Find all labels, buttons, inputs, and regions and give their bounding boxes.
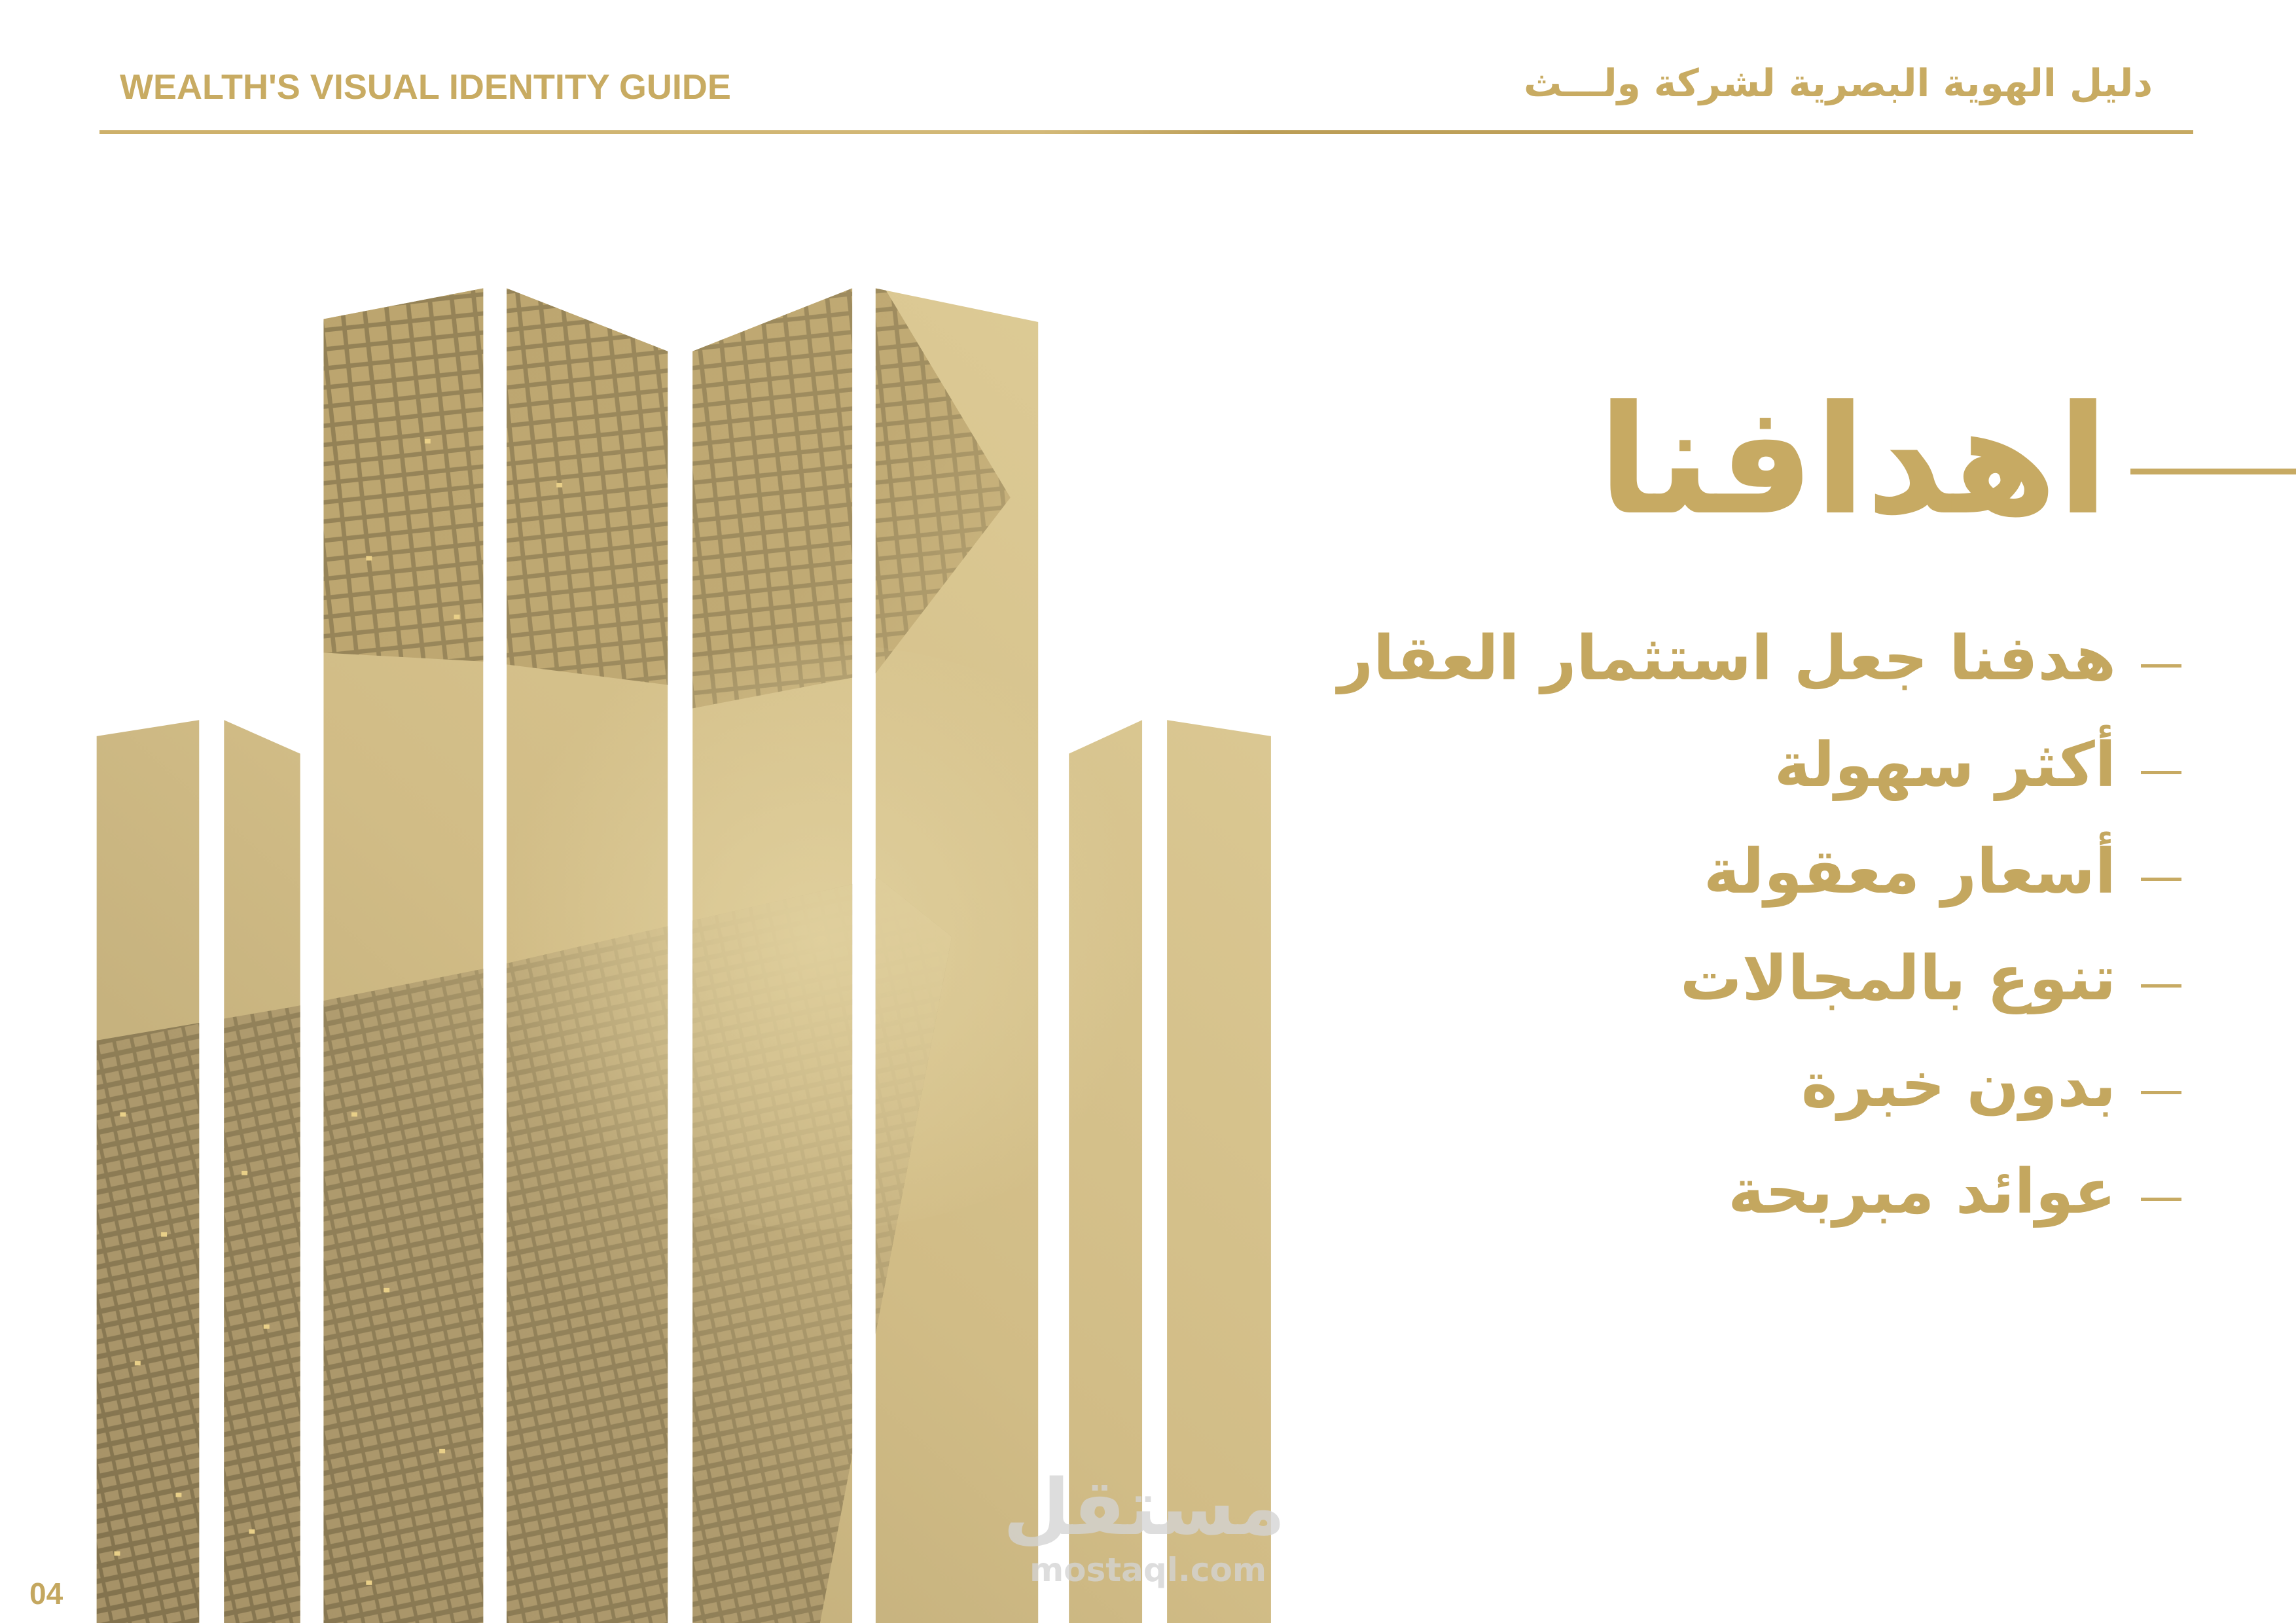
goal-text: أسعار معقولة: [1703, 836, 2116, 908]
section-title: اهدافنا: [1598, 374, 2109, 548]
header-divider: [99, 130, 2193, 134]
goal-item: [1200, 605, 2116, 712]
haze: [439, 644, 1200, 1229]
header-title-ar: دليل الهوية البصرية لشركة ولـــث: [1523, 61, 2153, 105]
goal-item: [1200, 1139, 2116, 1245]
goal-dash: [2141, 984, 2181, 988]
goal-text: هدفنا جعل استثمار العقار: [1337, 623, 2116, 694]
goal-item: [1200, 1032, 2116, 1139]
goal-text: أكثر سهولة: [1774, 730, 2116, 801]
goal-item: [1200, 819, 2116, 925]
section-title-rule: [2130, 469, 2296, 474]
goal-item: [1200, 712, 2116, 819]
goal-item: [1200, 925, 2116, 1032]
goal-text: بدون خبرة: [1801, 1050, 2116, 1121]
goal-text: تنوع بالمجالات: [1680, 943, 2116, 1014]
goal-dash: [2141, 664, 2181, 668]
goal-dash: [2141, 1091, 2181, 1094]
goal-dash: [2141, 771, 2181, 774]
page-number: 04: [29, 1577, 63, 1611]
goal-text: عوائد مبربحة: [1728, 1156, 2116, 1228]
watermark-logo-text: مستقل: [1003, 1462, 1285, 1552]
header-title-en: WEALTH'S VISUAL IDENTITY GUIDE: [120, 67, 731, 107]
goal-dash: [2141, 878, 2181, 881]
watermark-logo: [1003, 1462, 1285, 1589]
goals-list: [1200, 605, 2116, 1245]
watermark-domain: mostaql.com: [1030, 1551, 1266, 1589]
goal-dash: [2141, 1198, 2181, 1201]
